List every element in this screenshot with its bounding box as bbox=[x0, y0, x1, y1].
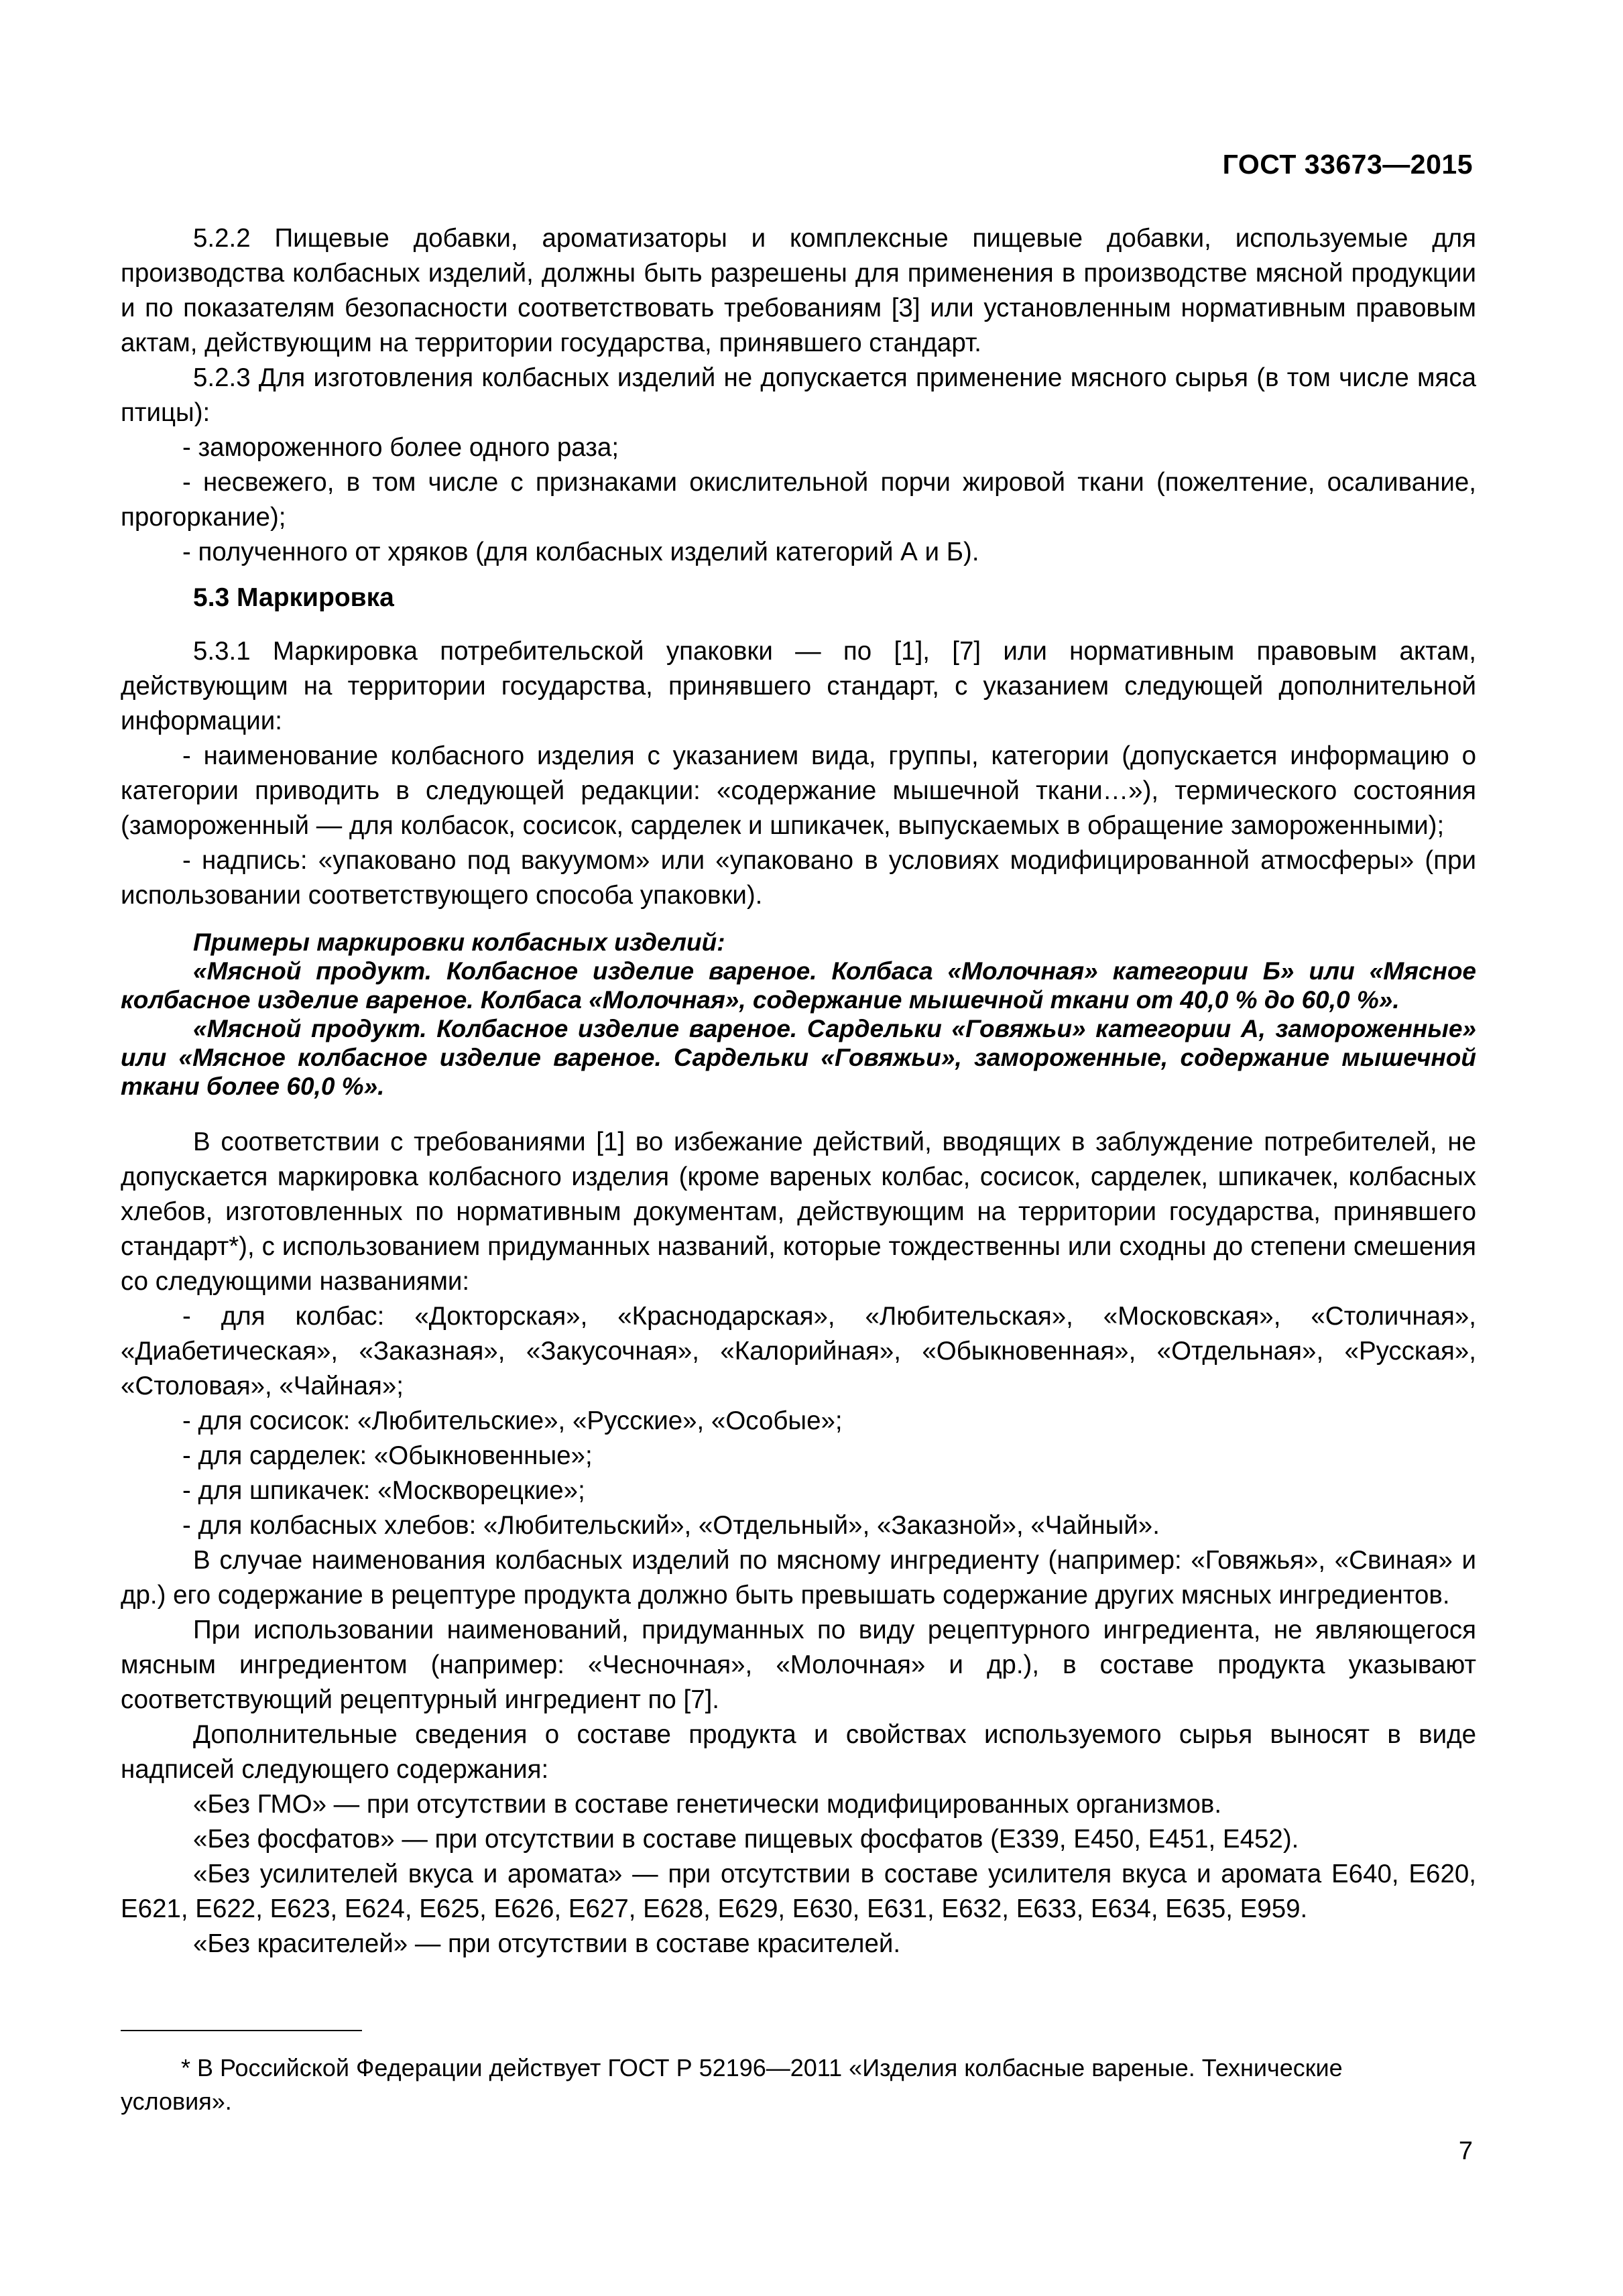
examples-title: Примеры маркировки колбасных изделий: bbox=[193, 928, 725, 956]
list-item: - несвежего, в том числе с признаками окислительной порчи жировой ткани (пожелтение, осаливание, прогоркание); bbox=[121, 468, 1476, 532]
label-no-flavor-enhancers: «Без усилителей вкуса и аромата» — при отсутствии в составе усилителя вкуса и аромата Е640, Е620, Е621, Е622, Е623, Е624, Е625, Е626, Е627, Е628, Е629, Е630, Е631, Е632, Е633, Е634, Е635, Е959. bbox=[121, 1860, 1476, 1923]
list-item: - надпись: «упаковано под вакуумом» или «упаковано в условиях модифицированной атмосферы» (при использовании соответствующего способа упаковки). bbox=[121, 846, 1476, 910]
example-item: «Мясной продукт. Колбасное изделие вареное. Сардельки «Говяжьи» категории А, замороженные» или «Мясное колбасное изделие вареное. Сардельки «Говяжьи», замороженные, содержание мышечной ткани более 60,0 %». bbox=[121, 1015, 1476, 1100]
example-item: «Мясной продукт. Колбасное изделие вареное. Колбаса «Молочная» категории Б» или «Мясное колбасное изделие вареное. Колбаса «Молочная», содержание мышечной ткани от 40,0 % до 60,0 %». bbox=[121, 957, 1476, 1014]
paragraph-5-2-2: 5.2.2 Пищевые добавки, ароматизаторы и комплексные пищевые добавки, используемые для производства колбасных изделий, должны быть разрешены для применения в производстве мясной продукции и по показателям безопасности соответствовать требованиям [3] или установленным нормативным правовым актам, действующим на территории государства, принявшего стандарт. bbox=[121, 224, 1476, 357]
footnote: * В Российской Федерации действует ГОСТ Р 52196—2011 «Изделия колбасные вареные. Технические условия». bbox=[121, 2054, 1343, 2115]
page-number: 7 bbox=[1458, 2137, 1473, 2165]
section-heading-5-3: 5.3 Маркировка bbox=[193, 583, 394, 612]
list-item: - замороженного более одного раза; bbox=[182, 433, 619, 462]
paragraph-meat-ingredient: В случае наименования колбасных изделий по мясному ингредиенту (например: «Говяжья», «Свиная» и др.) его содержание в рецептуре продукта должно быть превышать содержание других мясных ингредиентов. bbox=[121, 1546, 1476, 1610]
list-item: - для шпикачек: «Москворецкие»; bbox=[182, 1476, 585, 1505]
label-no-phosphates: «Без фосфатов» — при отсутствии в составе пищевых фосфатов (Е339, Е450, Е451, Е452). bbox=[193, 1825, 1299, 1854]
list-item: - для колбасных хлебов: «Любительский», «Отдельный», «Заказной», «Чайный». bbox=[182, 1511, 1160, 1540]
list-item: - наименование колбасного изделия с указанием вида, группы, категории (допускается информацию о категории приводить в следующей редакции: «содержание мышечной ткани…»), термического состояния (замороженный — для колбасок, сосисок, сарделек и шпикачек, выпускаемых в обращение замороженными); bbox=[121, 741, 1476, 840]
label-no-gmo: «Без ГМО» — при отсутствии в составе генетически модифицированных организмов. bbox=[193, 1790, 1222, 1819]
marking-examples bbox=[121, 928, 1476, 1101]
list-item: - для сарделек: «Обыкновенные»; bbox=[182, 1441, 593, 1470]
list-item: - для сосисок: «Любительские», «Русские», «Особые»; bbox=[182, 1406, 843, 1435]
footnote-divider bbox=[121, 2030, 362, 2031]
paragraph-additional-info: Дополнительные сведения о составе продукта и свойствах используемого сырья выносят в виде надписей следующего содержания: bbox=[121, 1720, 1476, 1784]
document-code-header: ГОСТ 33673—2015 bbox=[1222, 149, 1473, 180]
list-item: - полученного от хряков (для колбасных изделий категорий А и Б). bbox=[182, 538, 979, 566]
paragraph-5-2-3: 5.2.3 Для изготовления колбасных изделий не допускается применение мясного сырья (в том числе мяса птицы): bbox=[121, 363, 1476, 427]
paragraph-5-3-1: 5.3.1 Маркировка потребительской упаковки — по [1], [7] или нормативным правовым актам, действующим на территории государства, принявшего стандарт, с указанием следующей дополнительной информации: bbox=[121, 637, 1476, 735]
list-item: - для колбас: «Докторская», «Краснодарская», «Любительская», «Московская», «Столичная», «Диабетическая», «Заказная», «Закусочная», «Калорийная», «Обыкновенная», «Отдельная», «Русская», «Столовая», «Чайная»; bbox=[121, 1302, 1476, 1400]
paragraph-recipe-ingredient: При использовании наименований, придуманных по виду рецептурного ингредиента, не являющегося мясным ингредиентом (например: «Чесночная», «Молочная» и др.), в составе продукта указывают соответствующий рецептурный ингредиент по [7]. bbox=[121, 1616, 1476, 1714]
label-no-dyes: «Без красителей» — при отсутствии в составе красителей. bbox=[193, 1929, 901, 1958]
paragraph-names: В соответствии с требованиями [1] во избежание действий, вводящих в заблуждение потребителей, не допускается маркировка колбасного изделия (кроме вареных колбас, сосисок, сарделек, шпикачек, колбасных хлебов, изготовленных по нормативным документам, действующим на территории государства, принявшего стандарт*), с использованием придуманных названий, которые тождественны или сходны до степени смешения со следующими названиями: bbox=[121, 1128, 1476, 1296]
page-body bbox=[121, 221, 1476, 1961]
